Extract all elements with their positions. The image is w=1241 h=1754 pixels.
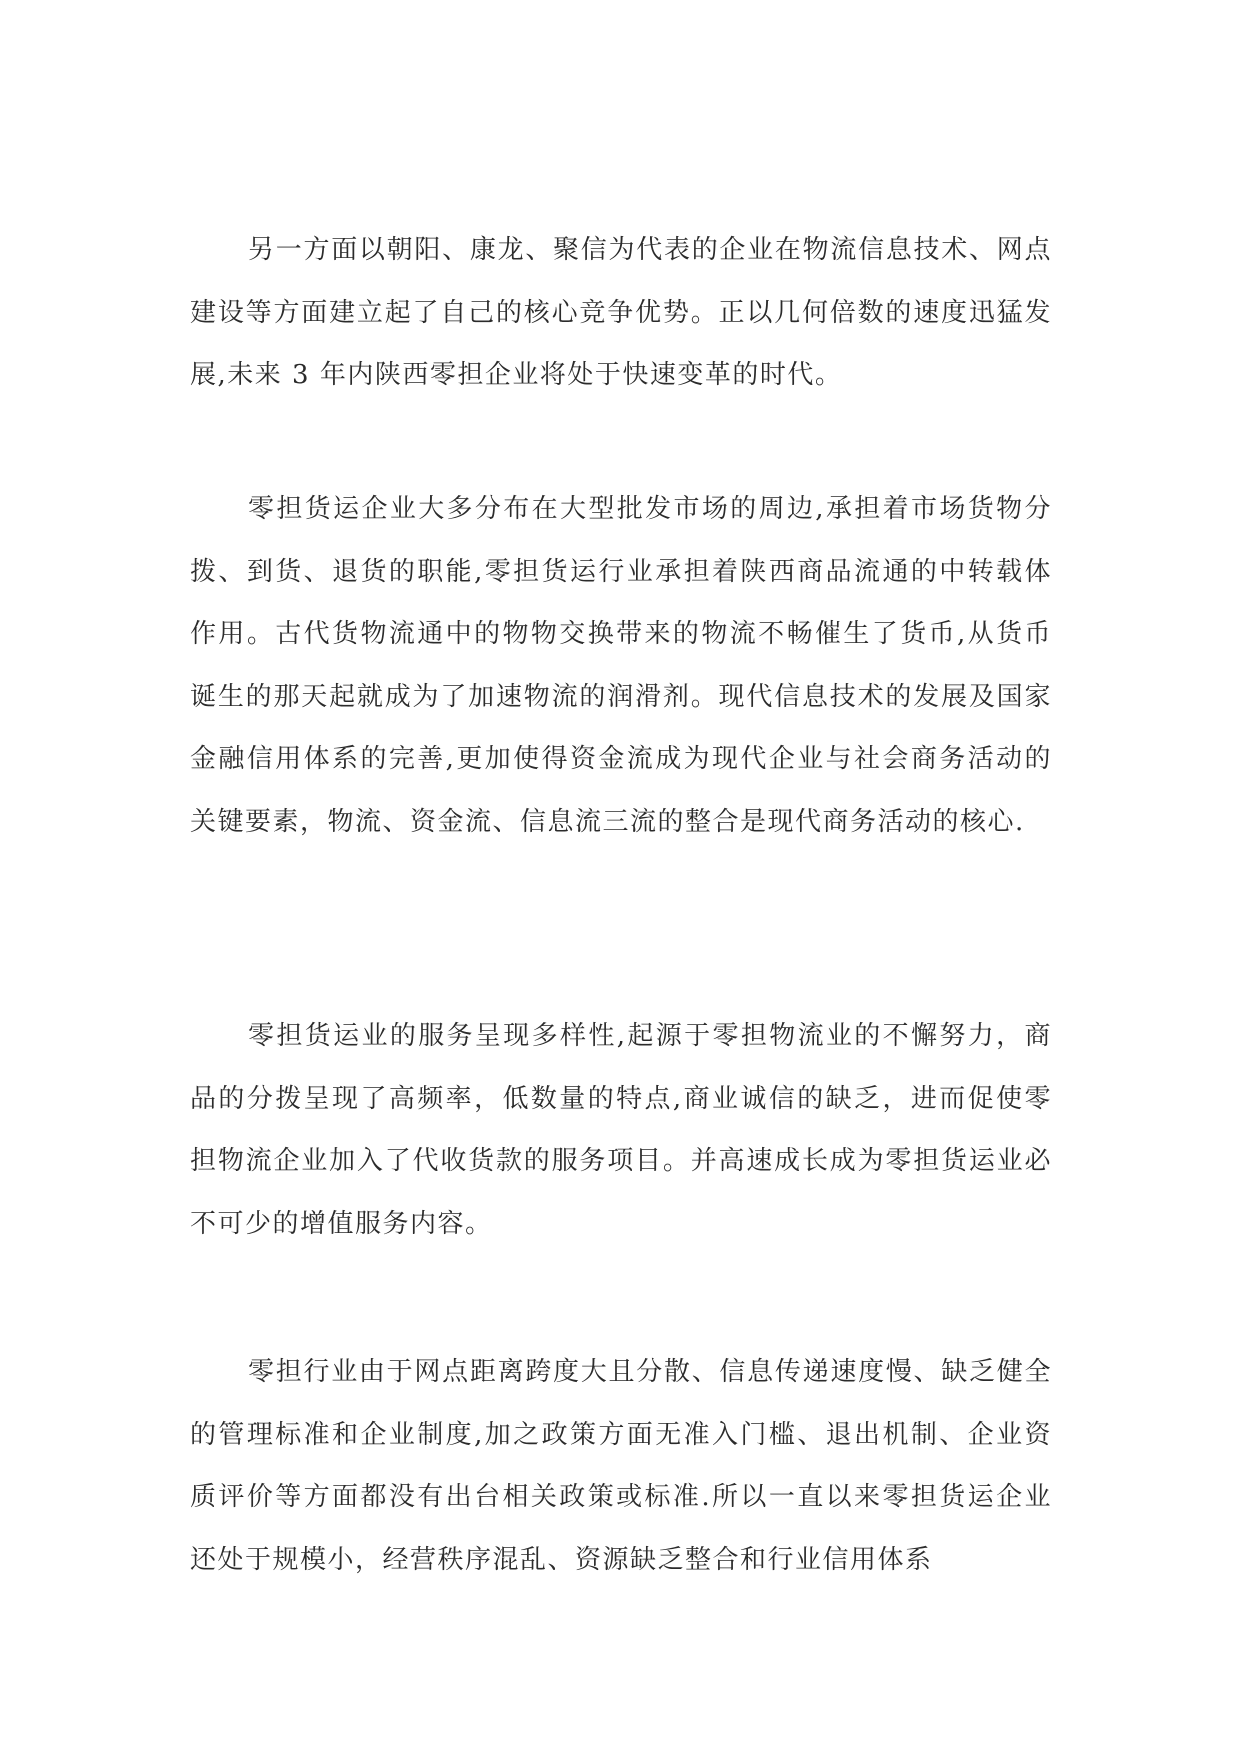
paragraph-1: 另一方面以朝阳、康龙、聚信为代表的企业在物流信息技术、网点建设等方面建立起了自己的核心竞争优势。正以几何倍数的速度迅猛发展,未来 3 年内陕西零担企业将处于快速变革的时代。 (190, 235, 1052, 390)
paragraph-4: 零担行业由于网点距离跨度大且分散、信息传递速度慢、缺乏健全的管理标准和企业制度,加之政策方面无准入门槛、退出机制、企业资质评价等方面都没有出台相关政策或标准.所以一直以来零担货运企业还处于规模小，经营秩序混乱、资源缺乏整合和行业信用体系 (190, 1357, 1052, 1575)
paragraph-3: 零担货运业的服务呈现多样性,起源于零担物流业的不懈努力，商品的分拨呈现了高频率，低数量的特点,商业诚信的缺乏，进而促使零担物流企业加入了代收货款的服务项目。并高速成长成为零担货运业必不可少的增值服务内容。 (190, 1021, 1052, 1239)
paragraph-2: 零担货运企业大多分布在大型批发市场的周边,承担着市场货物分拨、到货、退货的职能,零担货运行业承担着陕西商品流通的中转载体作用。古代货物流通中的物物交换带来的物流不畅催生了货币,从货币诞生的那天起就成为了加速物流的润滑剂。现代信息技术的发展及国家金融信用体系的完善,更加使得资金流成为现代企业与社会商务活动的关键要素，物流、资金流、信息流三流的整合是现代商务活动的核心. (190, 494, 1052, 837)
